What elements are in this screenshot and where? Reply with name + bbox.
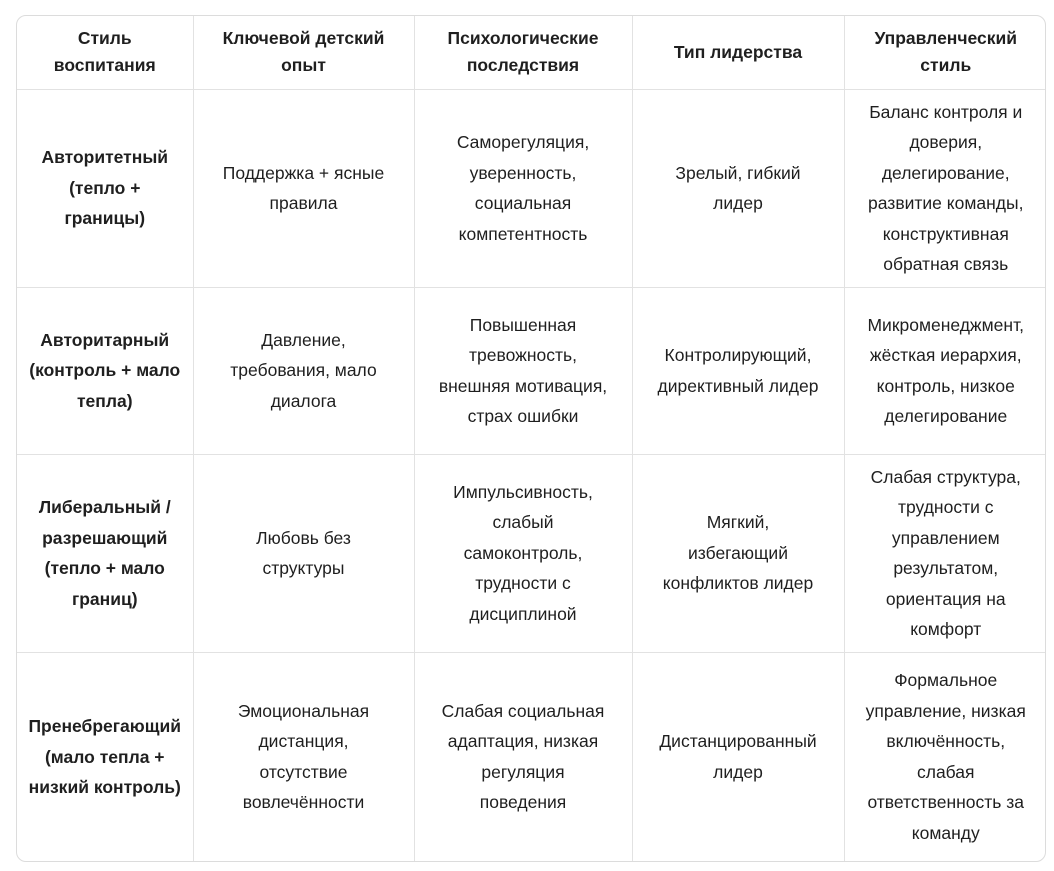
cell-management-style: Баланс контроля и доверия, делегирование, развитие команды, конструктивная обратная связь <box>844 89 1046 287</box>
cell-child-experience: Любовь без структуры <box>193 454 414 652</box>
parenting-leadership-table <box>17 16 1046 861</box>
header-leadership-type: Тип лидерства <box>632 16 844 89</box>
cell-psych-consequences: Повышенная тревожность, внешняя мотивация, страх ошибки <box>414 287 632 454</box>
cell-management-style: Микроменеджмент, жёсткая иерархия, контроль, низкое делегирование <box>844 287 1046 454</box>
cell-child-experience: Поддержка + ясные правила <box>193 89 414 287</box>
table-row <box>17 652 1046 861</box>
header-parenting-style: Стиль воспитания <box>17 16 193 89</box>
cell-leadership-type: Зрелый, гибкий лидер <box>632 89 844 287</box>
cell-child-experience: Давление, требования, мало диалога <box>193 287 414 454</box>
cell-child-experience: Эмоциональная дистанция, отсутствие вовлечённости <box>193 652 414 861</box>
header-key-child-experience: Ключевой детский опыт <box>193 16 414 89</box>
cell-parenting-style: Авторитарный (контроль + мало тепла) <box>17 287 193 454</box>
cell-parenting-style: Пренебрегающий (мало тепла + низкий контроль) <box>17 652 193 861</box>
cell-management-style: Слабая структура, трудности с управлением результатом, ориентация на комфорт <box>844 454 1046 652</box>
table-header-row <box>17 16 1046 89</box>
cell-psych-consequences: Слабая социальная адаптация, низкая регуляция поведения <box>414 652 632 861</box>
cell-psych-consequences: Саморегуляция, уверенность, социальная компетентность <box>414 89 632 287</box>
header-management-style: Управленческий стиль <box>844 16 1046 89</box>
cell-leadership-type: Дистанцированный лидер <box>632 652 844 861</box>
comparison-table-container <box>16 15 1046 862</box>
table-row <box>17 287 1046 454</box>
cell-psych-consequences: Импульсивность, слабый самоконтроль, трудности с дисциплиной <box>414 454 632 652</box>
cell-leadership-type: Мягкий, избегающий конфликтов лидер <box>632 454 844 652</box>
table-row <box>17 454 1046 652</box>
cell-parenting-style: Либеральный / разрешающий (тепло + мало границ) <box>17 454 193 652</box>
header-psychological-consequences: Психологические последствия <box>414 16 632 89</box>
cell-leadership-type: Контролирующий, директивный лидер <box>632 287 844 454</box>
table-row <box>17 89 1046 287</box>
cell-parenting-style: Авторитетный (тепло + границы) <box>17 89 193 287</box>
cell-management-style: Формальное управление, низкая включённость, слабая ответственность за команду <box>844 652 1046 861</box>
